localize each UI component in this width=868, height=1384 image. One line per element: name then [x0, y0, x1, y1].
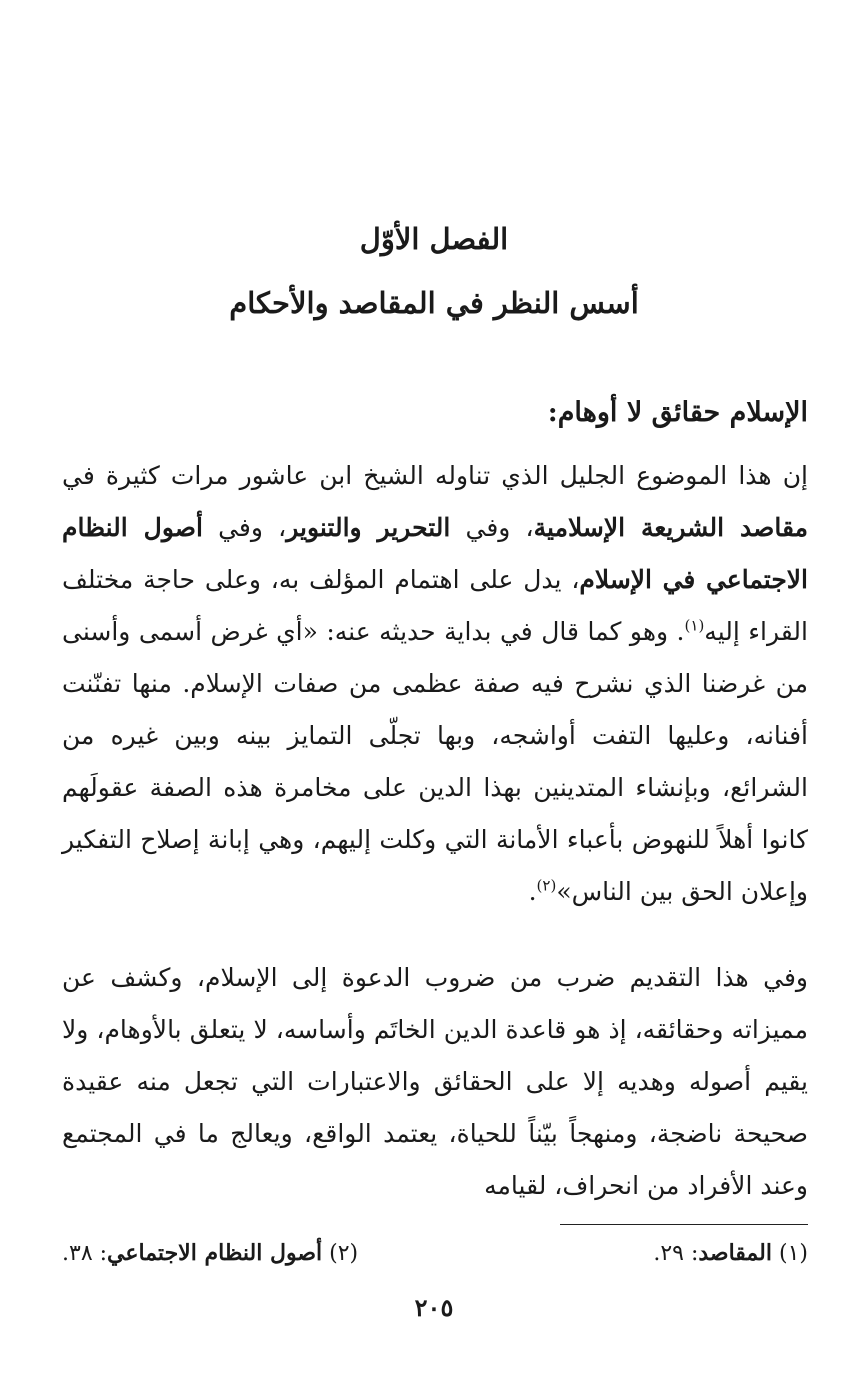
chapter-title: أسس النظر في المقاصد والأحكام	[229, 286, 639, 320]
bold-book-title: التحرير والتنوير	[286, 513, 451, 542]
text-run: ، يدل على اهتمام المؤلف به، وعلى حاجة مختلف القراء إليه	[62, 565, 808, 646]
footnote-ref-1: (١)	[684, 616, 705, 635]
body-paragraph-2: وفي هذا التقديم ضرب من ضروب الدعوة إلى الإسلام، وكشف عن مميزاته وحقائقه، إذ هو قاعدة الدين الخاتَم وأساسه، لا يتعلق بالأوهام، ولا يقيم أصوله وهديه إلا على الحقائق والاعتبارات التي تجعل منه عقيدة صحيحة ناضجة، ومنهجاً بيّناً للحياة، يعتمد الواقع، ويعالج ما في المجتمع وعند الأفراد من انحراف، لقيامه	[62, 963, 808, 1200]
footnotes	[62, 1240, 808, 1266]
footnote-2	[62, 1240, 358, 1266]
footnote-source: المقاصد	[698, 1240, 772, 1266]
text-run: .	[528, 877, 537, 906]
chapter-number-heading: الفصل الأوّل	[359, 222, 509, 256]
page-number: ٢٠٥	[414, 1293, 454, 1322]
footnote-separator	[560, 1224, 808, 1225]
bold-book-title: أصول النظام الاجتماعي في الإسلام	[62, 513, 808, 594]
text-run: ، وفي	[450, 513, 534, 542]
footnote-marker: (١)	[778, 1241, 808, 1266]
footnote-source: أصول النظام الاجتماعي	[107, 1240, 323, 1266]
footnote-1	[653, 1240, 808, 1266]
body-paragraph-1	[62, 450, 808, 918]
footnote-ref: : ٢٩.	[653, 1241, 699, 1266]
section-heading: الإسلام حقائق لا أوهام:	[547, 397, 808, 428]
footnote-ref-2: (٢)	[536, 876, 557, 895]
text-run: . وهو كما قال في بداية حديثه عنه: «أي غرض أسمى وأسنى من غرضنا الذي نشرح فيه صفة عظمى من صفات الإسلام. منها تفنّنت أفنانه، وعليها التفت أواشجه، وبها تجلّى التمايز بينه وبين غيره من الشرائع، وبإنشاء المتدينين بهذا الدين على مخامرة هذه الصفة عقولَهم كانوا أهلاً للنهوض بأعباء الأمانة التي وكلت إليهم، وهي إبانة إصلاح التفكير وإعلان الحق بين الناس»	[62, 617, 808, 906]
footnote-marker: (٢)	[329, 1241, 359, 1266]
text-run: إن هذا الموضوع الجليل الذي تناوله الشيخ ابن عاشور مرات كثيرة في	[62, 461, 808, 490]
bold-book-title: مقاصد الشريعة الإسلامية	[533, 513, 808, 542]
text-run: ، وفي	[202, 513, 287, 542]
footnote-ref: : ٣٨.	[62, 1241, 108, 1266]
